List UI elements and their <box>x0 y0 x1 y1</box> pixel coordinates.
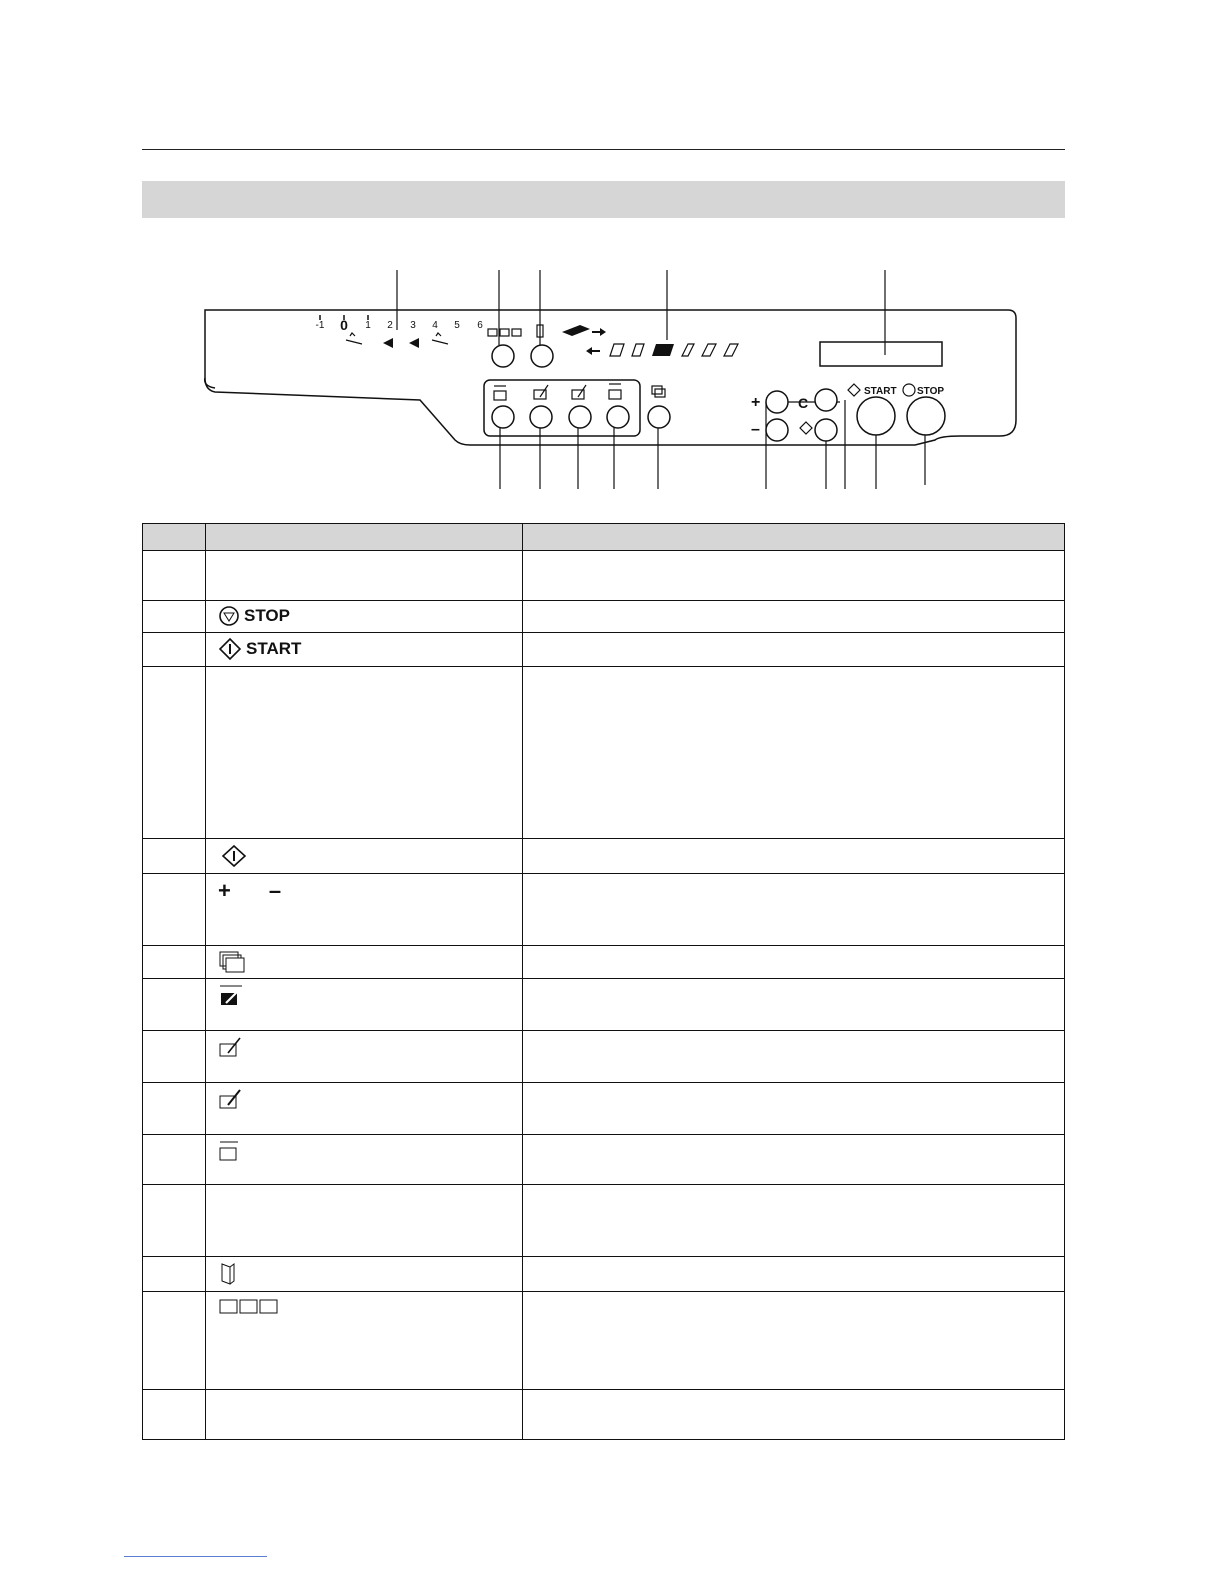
start-label: START <box>246 639 302 658</box>
stop-button[interactable] <box>907 397 945 435</box>
table-row <box>143 1257 1065 1292</box>
table-row <box>143 1292 1065 1390</box>
scale-label: -1 <box>315 320 325 331</box>
minus-symbol: – <box>268 878 282 903</box>
book-mode-button[interactable] <box>531 345 553 367</box>
display-window <box>820 342 942 366</box>
print-start-icon <box>218 843 250 869</box>
stop-icon <box>218 605 240 627</box>
pen-box-icon <box>218 1035 246 1061</box>
stop-icon <box>903 384 915 396</box>
width-page-button[interactable] <box>492 406 514 428</box>
pen-arrow-icon <box>218 983 246 1009</box>
print-start-icon <box>800 422 812 434</box>
svg-text:C: C <box>798 395 809 411</box>
scale-label: 4 <box>432 320 438 331</box>
pen-box-button-2[interactable] <box>530 406 552 428</box>
start-icon <box>848 384 860 396</box>
description-table <box>142 523 1065 1440</box>
control-panel-diagram <box>0 0 1224 520</box>
scale-label: 5 <box>454 320 460 331</box>
pen-box-button[interactable] <box>569 406 591 428</box>
svg-text:START: START <box>864 386 897 397</box>
scale-label: 2 <box>387 320 393 331</box>
pen-box-icon-2 <box>218 1087 246 1113</box>
right-arrow-icon <box>592 328 606 336</box>
table-row <box>143 1390 1065 1440</box>
table-row <box>143 1135 1065 1185</box>
width-page-icon <box>218 1139 246 1165</box>
pen-arrow-button[interactable] <box>607 406 629 428</box>
right-arrow-icon <box>409 338 419 348</box>
feed-down-icon <box>346 333 362 344</box>
svg-text:+: + <box>751 394 761 411</box>
plus-symbol: + <box>218 878 231 903</box>
minus-button[interactable] <box>766 419 788 441</box>
multi-page-button[interactable] <box>648 406 670 428</box>
clear-button[interactable] <box>815 389 837 411</box>
plus-button[interactable] <box>766 391 788 413</box>
paper-size-button[interactable] <box>492 345 514 367</box>
three-pages-icon <box>218 1296 282 1318</box>
table-row <box>143 667 1065 839</box>
start-button[interactable] <box>857 397 895 435</box>
table-row <box>143 1083 1065 1135</box>
multi-page-icon <box>218 950 248 974</box>
svg-text:STOP: STOP <box>917 386 945 397</box>
svg-text:–: – <box>751 421 760 438</box>
feed-up-icon <box>432 333 448 344</box>
left-arrow-icon <box>586 347 600 355</box>
table-row <box>143 633 1065 667</box>
bottom-link-line <box>124 1556 267 1557</box>
book-icon <box>218 1261 238 1287</box>
table-row <box>143 979 1065 1031</box>
table-row <box>143 601 1065 633</box>
table-row <box>143 839 1065 874</box>
start-icon <box>218 637 242 661</box>
scale-label: 1 <box>365 320 371 331</box>
scale-label: 0 <box>340 317 348 333</box>
table-row <box>143 874 1065 946</box>
scale-label: 3 <box>410 320 416 331</box>
table-row <box>143 1031 1065 1083</box>
left-arrow-icon <box>383 338 393 348</box>
table-row <box>143 1185 1065 1257</box>
print-start-button[interactable] <box>815 419 837 441</box>
stop-label: STOP <box>244 606 290 625</box>
table-row <box>143 551 1065 601</box>
scale-label: 6 <box>477 320 483 331</box>
table-row <box>143 946 1065 979</box>
